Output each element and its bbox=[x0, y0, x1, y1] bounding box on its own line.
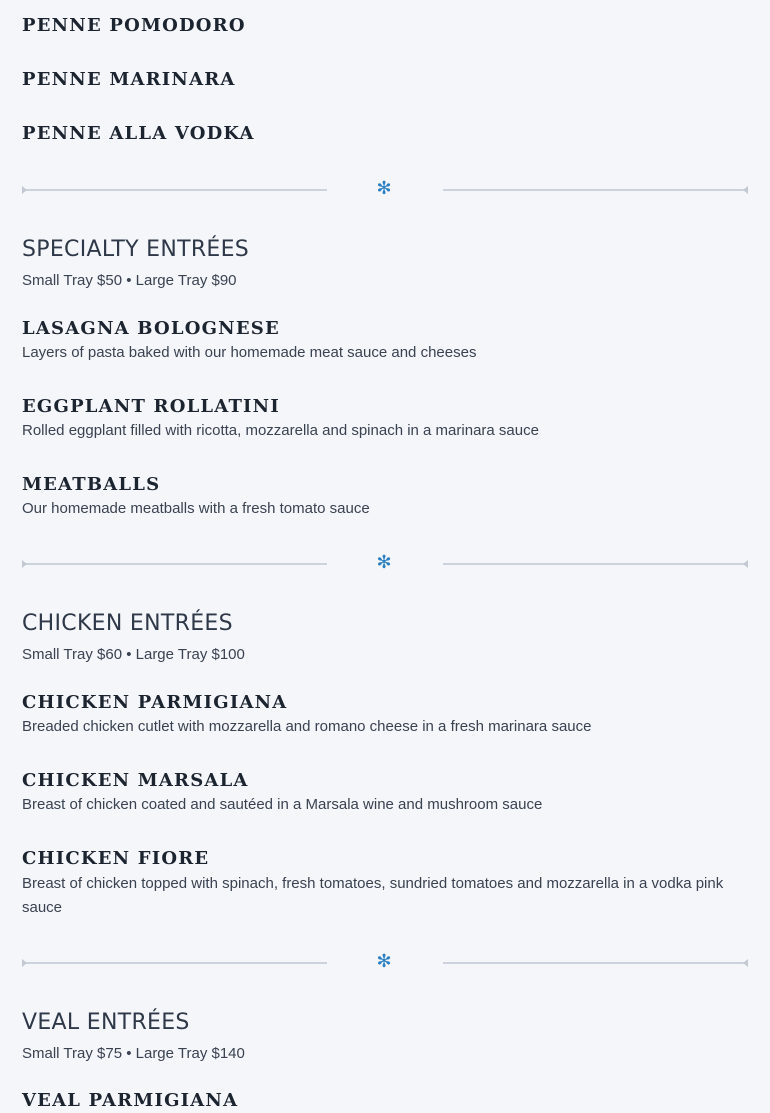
menu-item-title: CHICKEN PARMIGIANA bbox=[22, 692, 288, 713]
menu-item-title: PENNE ALLA VODKA bbox=[22, 123, 255, 144]
section-divider bbox=[22, 552, 748, 573]
menu-item-description: Breaded chicken cutlet with mozzarella and romano cheese in a fresh marinara sauce bbox=[22, 718, 592, 735]
menu-item-title: PENNE POMODORO bbox=[22, 15, 246, 36]
menu-item-title: LASAGNA BOLOGNESE bbox=[22, 318, 280, 339]
snowflake-icon: ✻ bbox=[376, 552, 392, 573]
section-price: Small Tray $50 • Large Tray $90 bbox=[22, 272, 237, 289]
section-divider bbox=[22, 178, 748, 199]
section-divider bbox=[22, 951, 748, 972]
divider-tip bbox=[22, 186, 27, 194]
divider-tip bbox=[22, 959, 27, 967]
menu-item-description: Our homemade meatballs with a fresh tomato sauce bbox=[22, 500, 370, 517]
menu-item-description: Rolled eggplant filled with ricotta, mozzarella and spinach in a marinara sauce bbox=[22, 422, 539, 439]
divider-tip bbox=[743, 959, 748, 967]
section-title: VEAL ENTRÉES bbox=[22, 1010, 190, 1035]
section-title: CHICKEN ENTRÉES bbox=[22, 611, 233, 636]
divider-line bbox=[22, 563, 327, 565]
menu-item-description: Breast of chicken coated and sautéed in a Marsala wine and mushroom sauce bbox=[22, 796, 543, 813]
divider-line bbox=[22, 962, 327, 964]
section-price: Small Tray $75 • Large Tray $140 bbox=[22, 1045, 245, 1062]
section-title: SPECIALTY ENTRÉES bbox=[22, 237, 250, 262]
divider-tip bbox=[743, 186, 748, 194]
menu-item-title: CHICKEN MARSALA bbox=[22, 770, 249, 791]
menu-item-title: PENNE MARINARA bbox=[22, 69, 236, 90]
section-price: Small Tray $60 • Large Tray $100 bbox=[22, 646, 245, 663]
menu-item-title: EGGPLANT ROLLATINI bbox=[22, 396, 280, 417]
menu-item-title: MEATBALLS bbox=[22, 474, 161, 495]
divider-line bbox=[22, 189, 327, 191]
divider-tip bbox=[22, 560, 27, 568]
snowflake-icon: ✻ bbox=[376, 951, 392, 972]
menu-item-description: Layers of pasta baked with our homemade meat sauce and cheeses bbox=[22, 344, 477, 361]
divider-tip bbox=[743, 560, 748, 568]
menu-item-description: Breast of chicken topped with spinach, fresh tomatoes, sundried tomatoes and mozzarella in a vodka pink sauce bbox=[22, 875, 724, 916]
divider-line bbox=[443, 962, 748, 964]
divider-line bbox=[443, 189, 748, 191]
snowflake-icon: ✻ bbox=[376, 178, 392, 199]
menu-item-title: VEAL PARMIGIANA bbox=[22, 1090, 239, 1111]
menu-item-title: CHICKEN FIORE bbox=[22, 848, 210, 869]
divider-line bbox=[443, 563, 748, 565]
